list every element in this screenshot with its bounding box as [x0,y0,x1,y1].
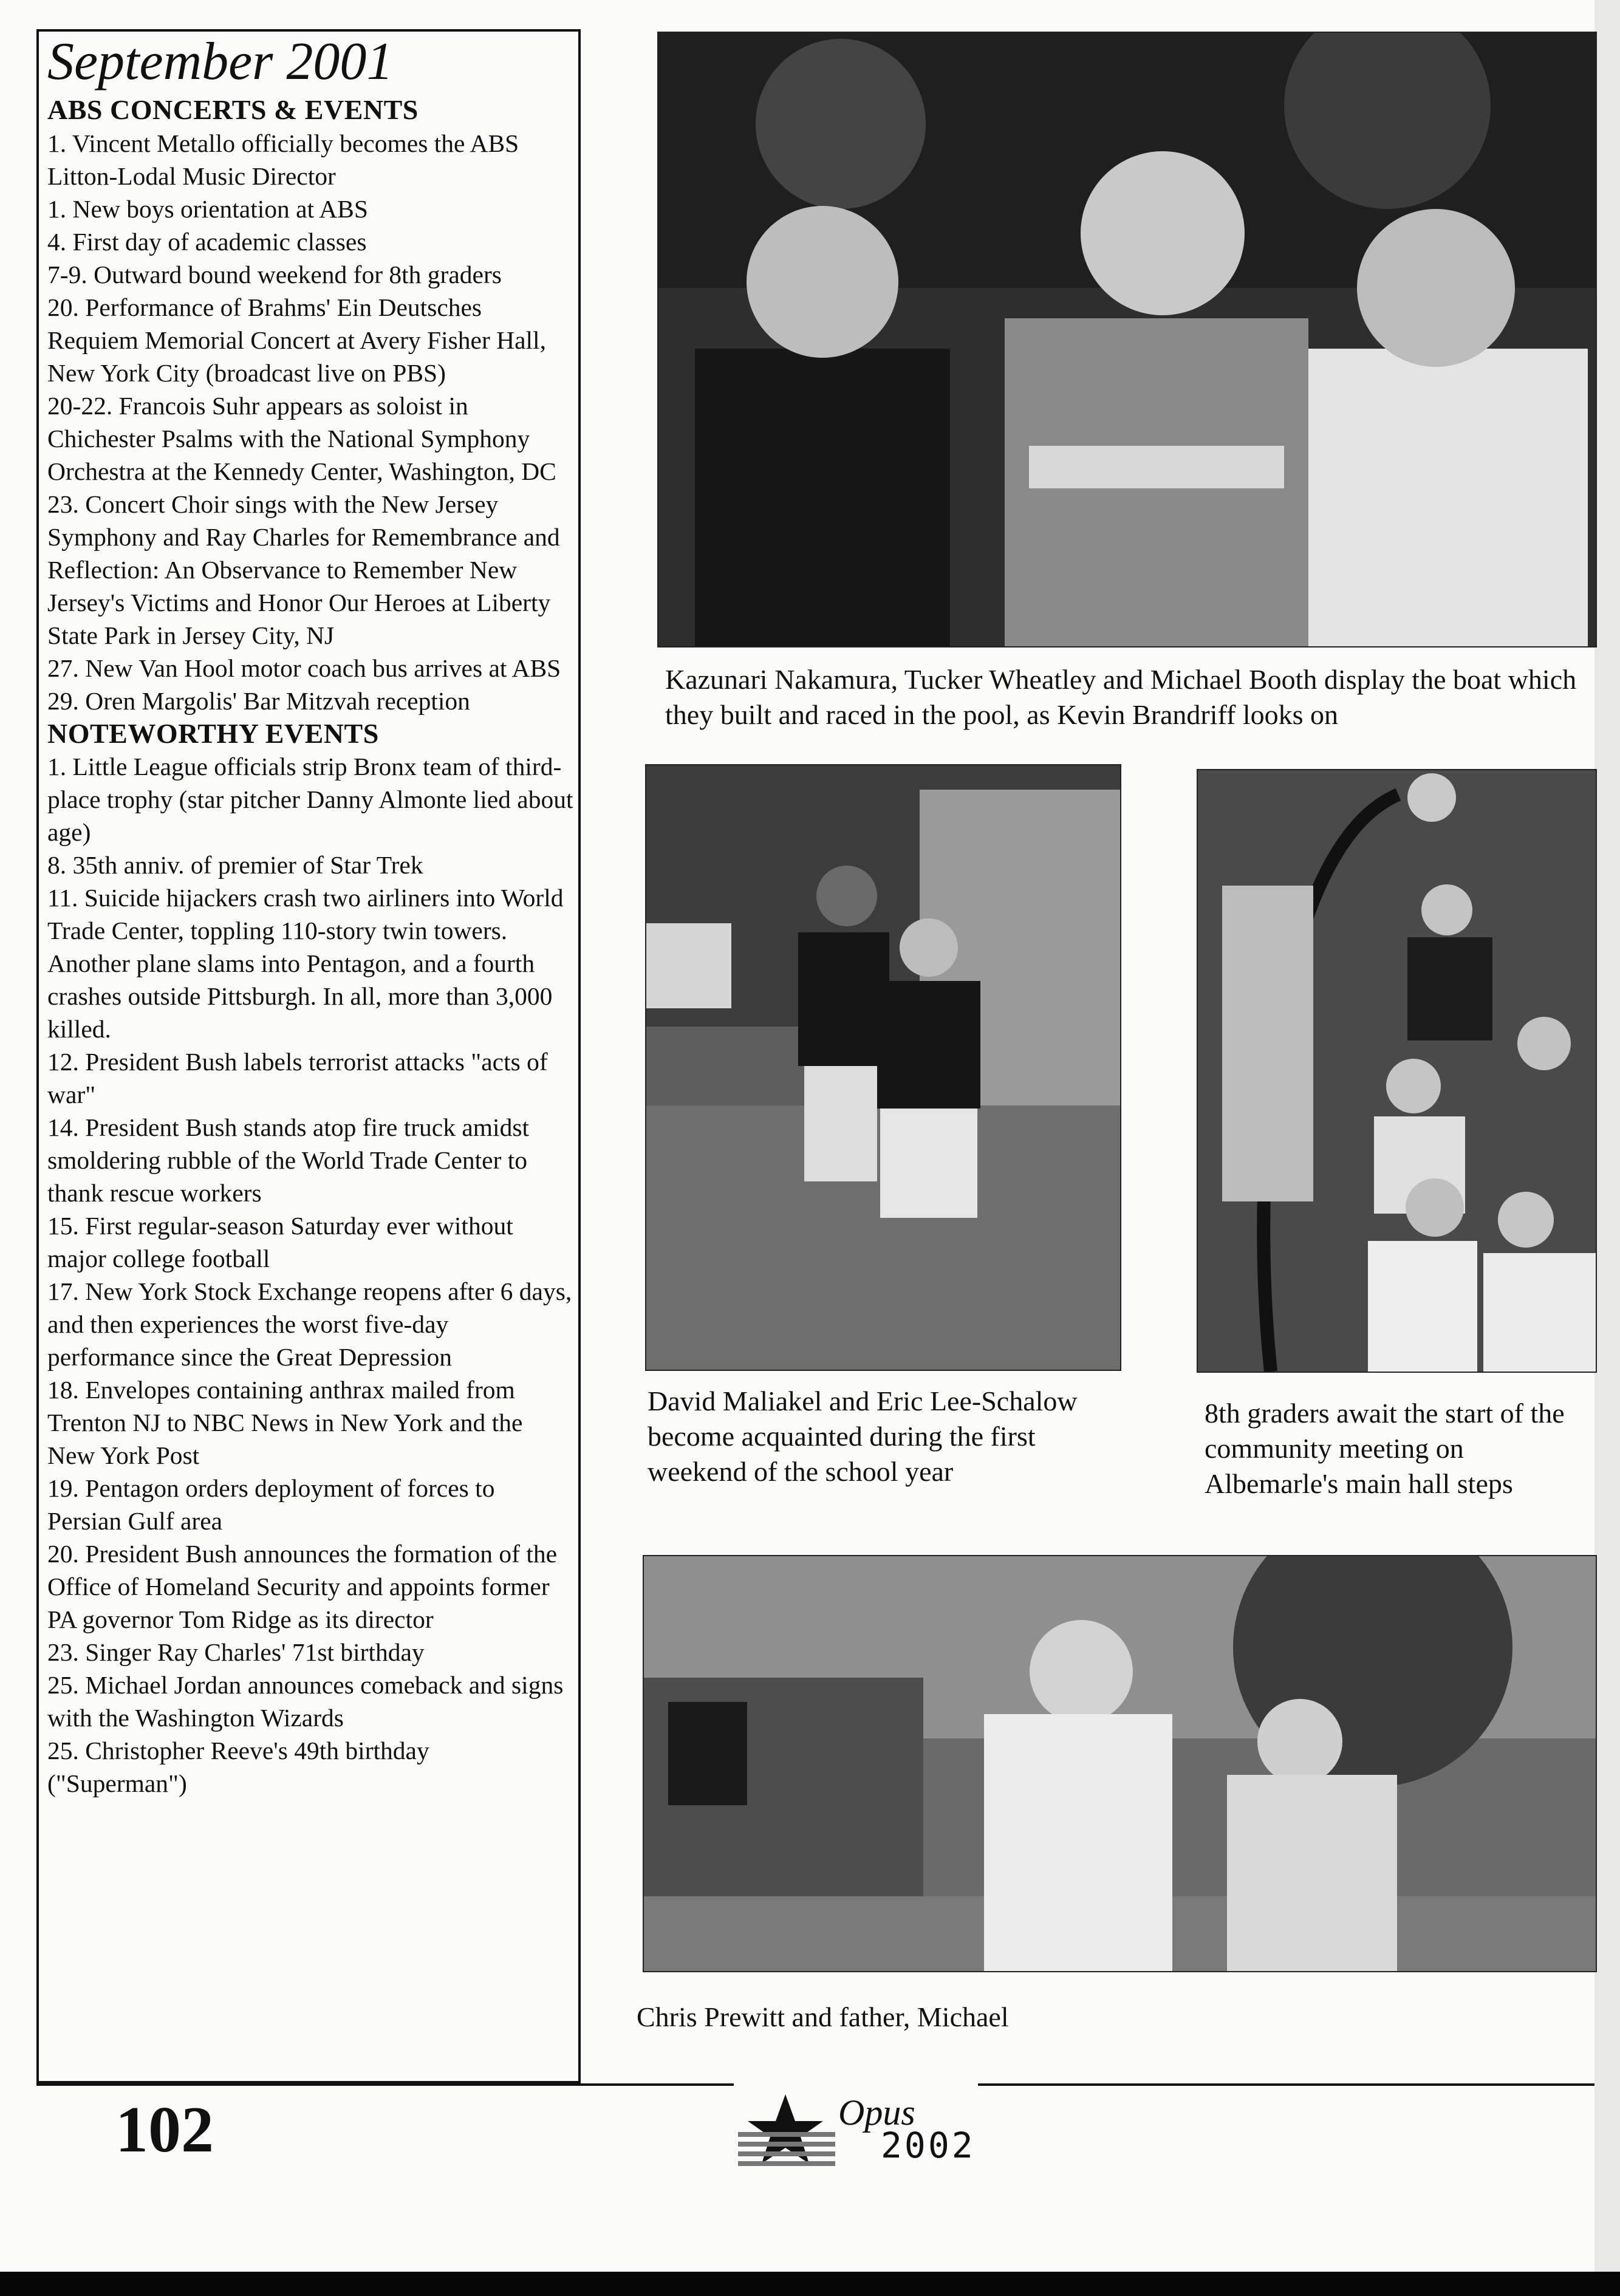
page-number: 102 [115,2094,214,2166]
adjacent-page-edge [1594,0,1620,2272]
calendar-entry: 15. First regular-season Saturday ever without major college football [47,1211,513,1273]
sidebar-title: September 2001 [47,32,394,91]
caption-photo-graders: 8th graders await the start of the community meeting on Albemarle's main hall steps [1205,1398,1565,1499]
calendar-entry: 25. Christopher Reeve's 49th birthday ("Superman") [47,1736,429,1797]
caption-photo-boys-boat: Kazunari Nakamura, Tucker Wheatley and Michael Booth display the boat which they built and raced in the pool, as Kevin Brandriff looks on [665,664,1577,730]
calendar-entry: 20. President Bush announces the formation of the Office of Homeland Security and appoints former PA governor Tom Ridge as its director [47,1539,558,1633]
calendar-entry: 4. First day of academic classes [47,227,367,256]
caption-photo-father-son: Chris Prewitt and father, Michael [637,2001,1009,2032]
calendar-entry: 11. Suicide hijackers crash two airliners into World Trade Center, toppling 110-story twin towers. Another plane slams into Pentagon, and a fourth crashes outside Pittsburgh. In all, more than 3,000 killed. [47,883,564,1043]
calendar-entry: 23. Singer Ray Charles' 71st birthday [47,1638,425,1666]
calendar-entry: 19. Pentagon orders deployment of forces to Persian Gulf area [47,1474,495,1535]
calendar-entry: 27. New Van Hool motor coach bus arrives at ABS [47,654,561,682]
logo-word: Opus [838,2093,915,2133]
calendar-entry: 25. Michael Jordan announces comeback and signs with the Washington Wizards [47,1670,564,1732]
calendar-entry: 14. President Bush stands atop fire truck amidst smoldering rubble of the World Trade Center to thank rescue workers [47,1113,529,1207]
calendar-entry: 7-9. Outward bound weekend for 8th graders [47,260,502,289]
calendar-sidebar [36,29,581,2083]
star-flag-icon [732,2089,841,2168]
photo-father-and-son [643,1555,1597,1972]
calendar-entry: 17. New York Stock Exchange reopens after 6 days, and then experiences the worst five-day performance since the Great Depression [47,1277,572,1371]
footer-rule-left [36,2083,734,2086]
caption-photo-two-boys: David Maliakel and Eric Lee-Schalow become acquainted during the first weekend of the school year [648,1385,1078,1487]
scan-bottom-edge [0,2272,1620,2296]
section-heading-concerts: ABS CONCERTS & EVENTS [47,94,419,126]
section-heading-noteworthy: NOTEWORTHY EVENTS [47,717,379,749]
calendar-entry: 29. Oren Margolis' Bar Mitzvah reception [47,686,470,715]
calendar-entry: 23. Concert Choir sings with the New Jersey Symphony and Ray Charles for Remembrance and Reflection: An Observance to Remember New Jersey's Victims and Honor Our Heroes at Liberty State Park in Jersey City, NJ [47,490,560,649]
footer-rule-right [978,2083,1594,2086]
calendar-entry: 1. Little League officials strip Bronx team of third-place trophy (star pitcher Danny Almonte lied about age) [47,752,573,846]
yearbook-logo [732,2089,987,2168]
calendar-entry: 8. 35th anniv. of premier of Star Trek [47,850,423,879]
calendar-entry: 18. Envelopes containing anthrax mailed from Trenton NJ to NBC News in New York and the New York Post [47,1375,523,1469]
photo-two-boys-lawn [645,764,1121,1371]
logo-year: 2002 [881,2125,976,2166]
photo-graders-on-steps [1197,769,1597,1373]
calendar-entry: 1. New boys orientation at ABS [47,194,368,223]
calendar-entry: 1. Vincent Metallo officially becomes the ABS Litton-Lodal Music Director [47,129,519,190]
calendar-entry: 12. President Bush labels terrorist attacks "acts of war" [47,1047,548,1109]
calendar-entry: 20-22. Francois Suhr appears as soloist in Chichester Psalms with the National Symphony Orchestra at the Kennedy Center, Washington, DC [47,391,556,485]
calendar-entry: 20. Performance of Brahms' Ein Deutsches Requiem Memorial Concert at Avery Fisher Hall, New York City (broadcast live on PBS) [47,293,546,387]
photo-boys-with-boat [657,32,1597,647]
